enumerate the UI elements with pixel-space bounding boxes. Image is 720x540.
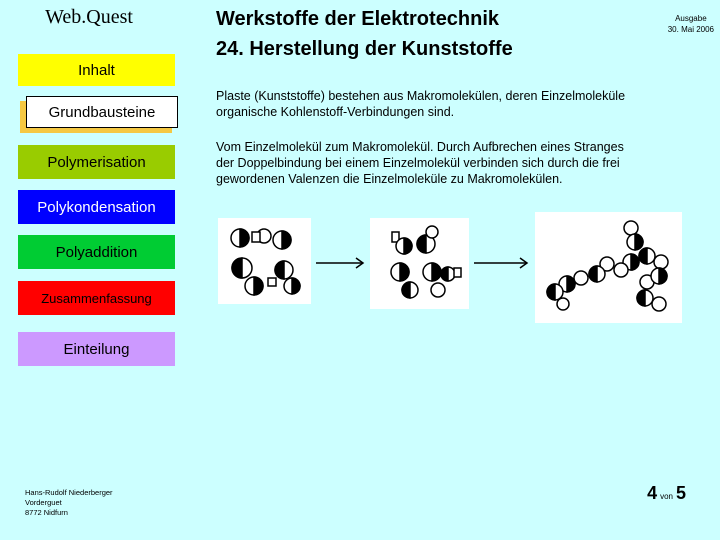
nav-zusammenfassung-button[interactable]: Zusammenfassung bbox=[18, 281, 175, 315]
nav-grundbausteine-button[interactable]: Grundbausteine bbox=[26, 96, 178, 128]
intro-paragraph: Plaste (Kunststoffe) bestehen aus Makromolekülen, deren Einzelmoleküle organische Kohlenstoff-Verbindungen sind. bbox=[216, 89, 626, 119]
page-current: 4 bbox=[647, 483, 658, 503]
page-separator: von bbox=[660, 492, 673, 501]
molecule-image-monomers bbox=[218, 218, 311, 304]
molecule-image-macromolecule bbox=[535, 212, 682, 323]
author-city: 8772 Nidfurn bbox=[25, 508, 68, 517]
brand-title: Web.Quest bbox=[45, 6, 133, 28]
edition-date: 30. Mai 2006 bbox=[667, 25, 714, 34]
molecule-image-activation bbox=[370, 218, 469, 309]
edition-label: Ausgabe bbox=[675, 14, 707, 23]
author-street: Vorderguet bbox=[25, 498, 62, 507]
activated-molecules-illustration bbox=[370, 218, 469, 309]
description-paragraph: Vom Einzelmolekül zum Makromolekül. Durch Aufbrechen eines Stranges der Doppelbindung bei einem Einzelmolekül verbinden sich durch die frei gewordenen Valenzen die Einzelmoleküle zu Makromolekülen. bbox=[216, 140, 624, 186]
author-footer bbox=[25, 488, 113, 518]
macromolecule-chain-illustration bbox=[535, 212, 682, 323]
arrow-right-icon bbox=[316, 256, 368, 270]
nav-polyaddition-button[interactable]: Polyaddition bbox=[18, 235, 175, 269]
monomer-molecules-illustration bbox=[218, 218, 311, 304]
page-number bbox=[647, 483, 686, 504]
title-line-2: 24. Herstellung der Kunststoffe bbox=[216, 38, 513, 60]
arrow-right-icon bbox=[474, 256, 532, 270]
nav-polykondensation-button[interactable]: Polykondensation bbox=[18, 190, 175, 224]
title-line-1: Werkstoffe der Elektrotechnik bbox=[216, 8, 500, 30]
edition-info bbox=[668, 13, 714, 35]
nav-einteilung-button[interactable]: Einteilung bbox=[18, 332, 175, 366]
page-title bbox=[216, 4, 513, 64]
nav-inhalt-button[interactable]: Inhalt bbox=[18, 54, 175, 86]
nav-polymerisation-button[interactable]: Polymerisation bbox=[18, 145, 175, 179]
author-name: Hans-Rudolf Niederberger bbox=[25, 488, 113, 497]
page-total: 5 bbox=[675, 483, 686, 503]
